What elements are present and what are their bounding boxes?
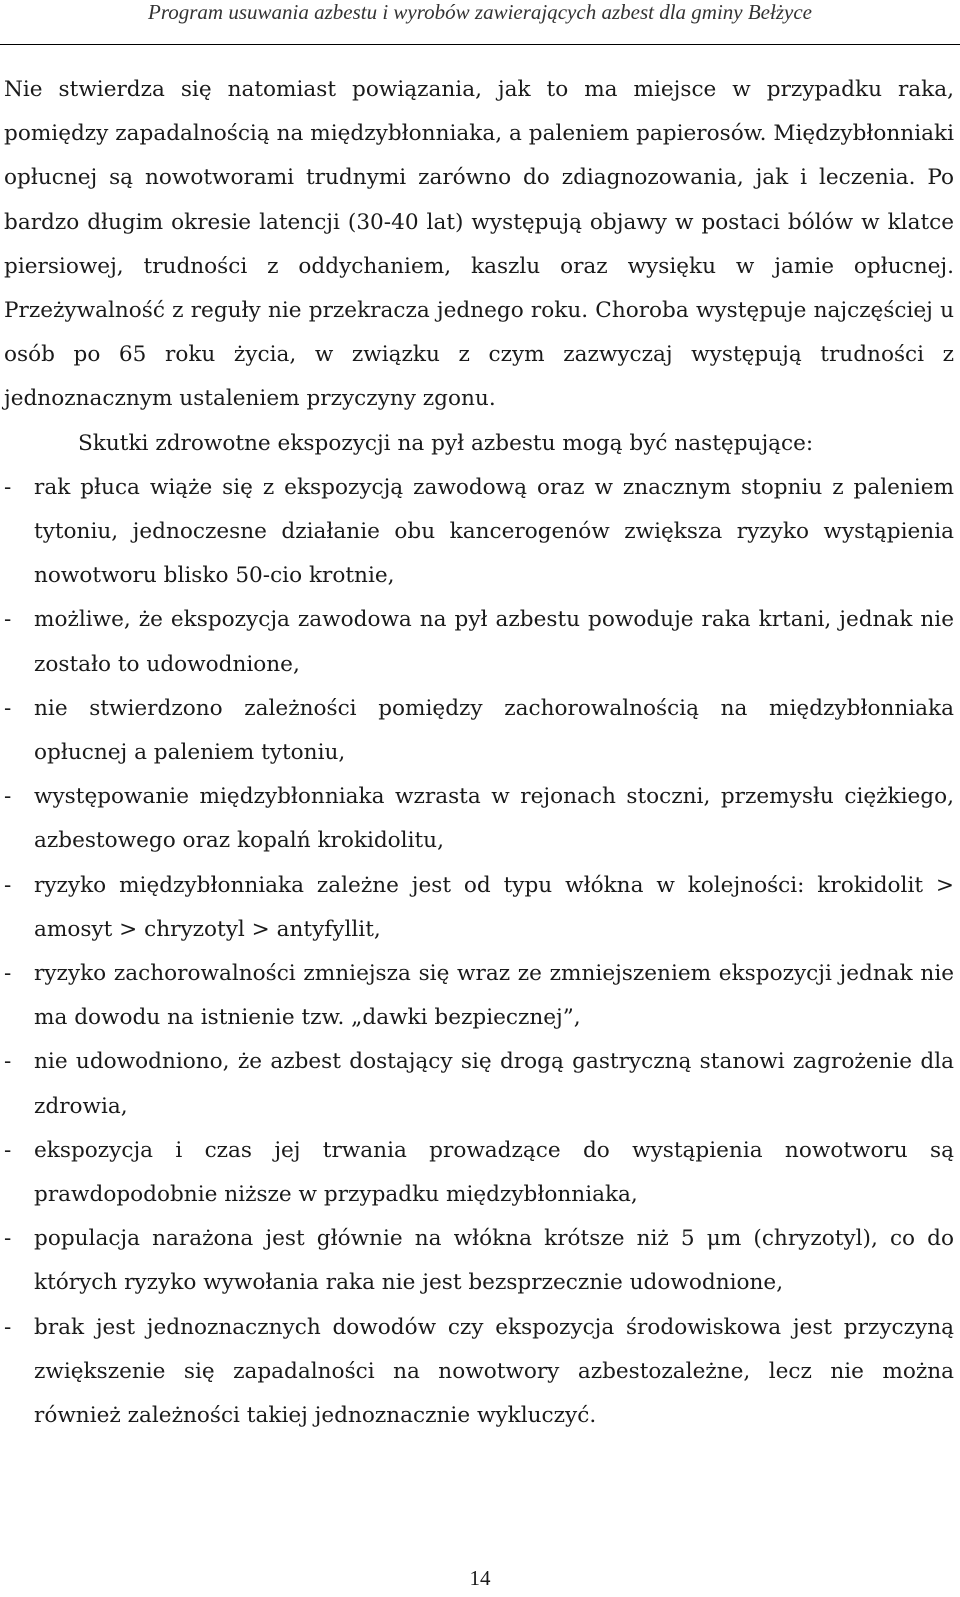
page-number: 14 xyxy=(469,1566,491,1590)
list-item: - nie udowodniono, że azbest dostający się drogą gastryczną stanowi zagrożenie dla zdrowia, xyxy=(4,1040,954,1128)
header-rule xyxy=(0,44,960,45)
list-item: - rak płuca wiąże się z ekspozycją zawodową oraz w znacznym stopniu z paleniem tytoniu, jednoczesne działanie obu kancerogenów zwiększa ryzyko wystąpienia nowotworu blisko 50-cio krotnie, xyxy=(4,466,954,599)
running-header: Program usuwania azbestu i wyrobów zawierających azbest dla gminy Bełżyce xyxy=(148,0,812,24)
effects-intro: Skutki zdrowotne ekspozycji na pył azbestu mogą być następujące: xyxy=(78,430,814,456)
list-item: - ryzyko międzybłonniaka zależne jest od typu włókna w kolejności: krokidolit > amosyt > chryzotyl > antyfyllit, xyxy=(4,864,954,952)
effects-list xyxy=(4,466,954,1438)
list-item: - możliwe, że ekspozycja zawodowa na pył azbestu powoduje raka krtani, jednak nie zostało to udowodnione, xyxy=(4,598,954,686)
list-item: - brak jest jednoznacznych dowodów czy ekspozycja środowiskowa jest przyczyną zwiększenie się zapadalności na nowotwory azbestozależne, lecz nie można również zależności takiej jednoznacznie wykluczyć. xyxy=(4,1306,954,1439)
list-item: - ekspozycja i czas jej trwania prowadzące do wystąpienia nowotworu są prawdopodobnie niższe w przypadku międzybłonniaka, xyxy=(4,1129,954,1217)
list-item: - ryzyko zachorowalności zmniejsza się wraz ze zmniejszeniem ekspozycji jednak nie ma dowodu na istnienie tzw. „dawki bezpiecznej”, xyxy=(4,952,954,1040)
body-paragraph: Nie stwierdza się natomiast powiązania, jak to ma miejsce w przypadku raka, pomiędzy zapadalnością na międzybłonniaka, a paleniem papierosów. Międzybłonniaki opłucnej są nowotworami trudnymi zarówno do zdiagnozowania, jak i leczenia. Po bardzo długim okresie latencji (30-40 lat) występują objawy w postaci bólów w klatce piersiowej, trudności z oddychaniem, kaszlu oraz wysięku w jamie opłucnej. Przeżywalność z reguły nie przekracza jednego roku. Choroba występuje najczęściej u osób po 65 roku życia, w związku z czym zazwyczaj występują trudności z jednoznacznym ustaleniem przyczyny zgonu. xyxy=(4,77,954,412)
document-body xyxy=(4,68,954,1438)
list-item: - nie stwierdzono zależności pomiędzy zachorowalnością na międzybłonniaka opłucnej a paleniem tytoniu, xyxy=(4,687,954,775)
list-item: - populacja narażona jest głównie na włókna krótsze niż 5 μm (chryzotyl), co do których ryzyko wywołania raka nie jest bezsprzecznie udowodnione, xyxy=(4,1217,954,1305)
list-item: - występowanie międzybłonniaka wzrasta w rejonach stoczni, przemysłu ciężkiego, azbestowego oraz kopalń krokidolitu, xyxy=(4,775,954,863)
